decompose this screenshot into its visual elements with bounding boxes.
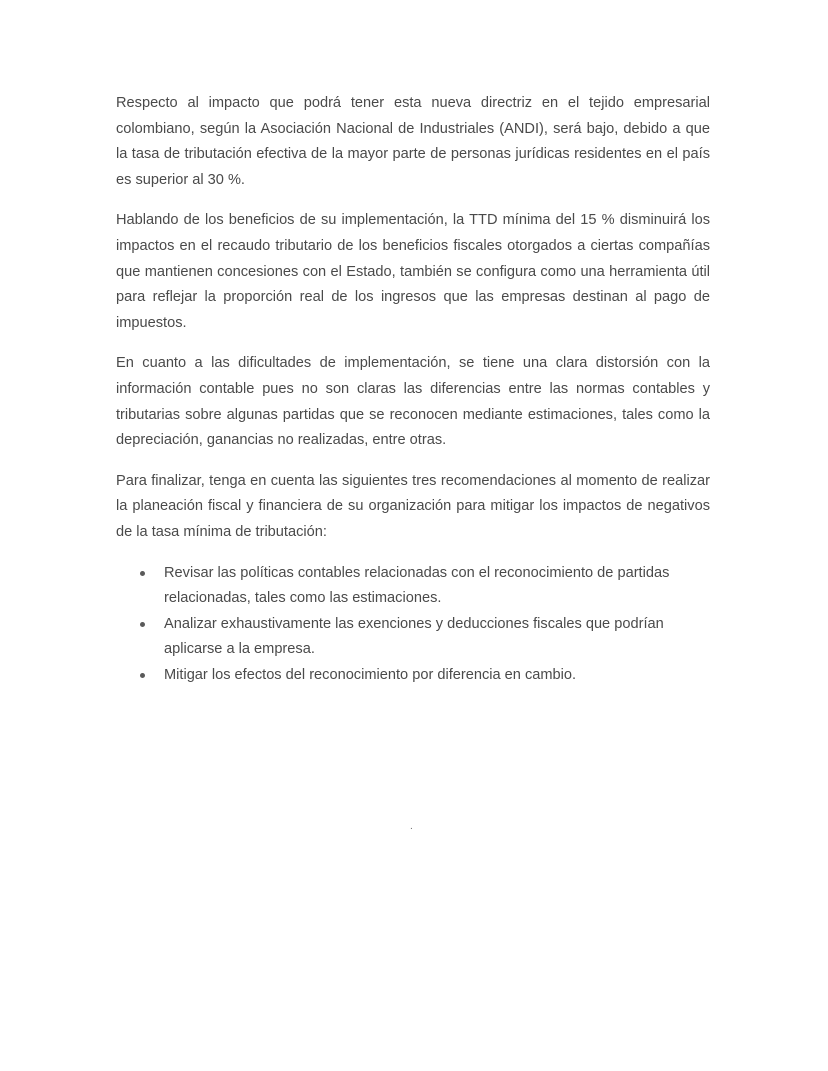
paragraph-dificultades: En cuanto a las dificultades de implementación, se tiene una clara distorsión con la información contable pues no son claras las diferencias entre las normas contables y tributarias sobre algunas partidas que se reconocen mediante estimaciones, tales como la depreciación, ganancias no realizadas, entre otras. [116, 355, 710, 449]
list-item-text: Analizar exhaustivamente las exenciones y deducciones fiscales que podrían aplicarse a la empresa. [164, 615, 664, 658]
list-item [164, 612, 710, 663]
list-item [164, 561, 710, 612]
paragraph-impacto: Respecto al impacto que podrá tener esta nueva directriz en el tejido empresarial colombiano, según la Asociación Nacional de Industriales (ANDI), será bajo, debido a que la tasa de tributación efectiva de la mayor parte de personas jurídicas residentes en el país es superior al 30 %. [116, 95, 710, 188]
bullet-dot-icon [140, 571, 145, 576]
paragraph-beneficios: Hablando de los beneficios de su implementación, la TTD mínima del 15 % disminuirá los impactos en el recaudo tributario de los beneficios fiscales otorgados a ciertas compañías que mantienen concesiones con el Estado, también se configura como una herramienta útil para reflejar la proporción real de los ingresos que las empresas destinan al pago de impuestos. [116, 212, 710, 331]
bullet-dot-icon [140, 673, 145, 678]
bullet-dot-icon [140, 622, 145, 627]
list-item-text: Mitigar los efectos del reconocimiento por diferencia en cambio. [164, 666, 577, 683]
paragraph-recomendaciones: Para finalizar, tenga en cuenta las siguientes tres recomendaciones al momento de realizar la planeación fiscal y financiera de su organización para mitigar los impactos de negativos de la tasa mínima de tributación: [116, 472, 710, 540]
footer-mark: . [410, 821, 413, 832]
document-body [116, 91, 710, 688]
recommendations-list [116, 561, 710, 689]
list-item-text: Revisar las políticas contables relacionadas con el reconocimiento de partidas relacionadas, tales como las estimaciones. [164, 564, 670, 607]
list-item [164, 663, 710, 689]
